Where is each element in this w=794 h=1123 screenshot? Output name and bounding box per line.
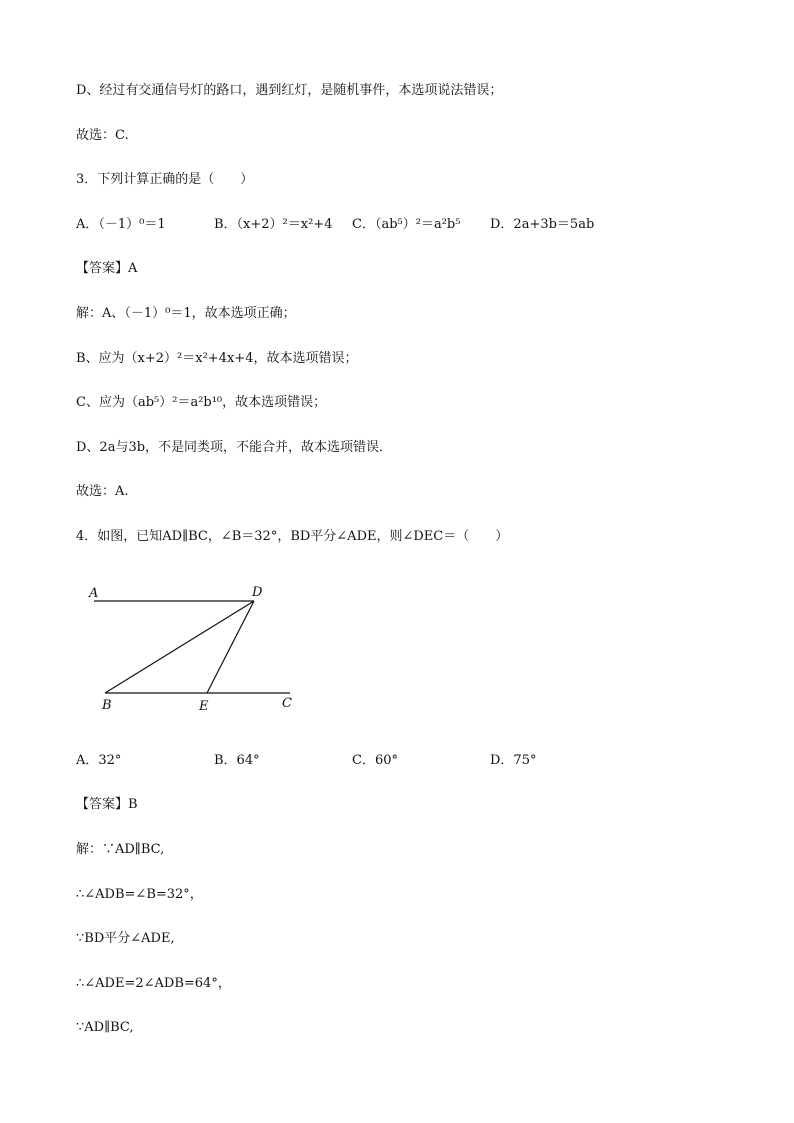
solution-4-line-5: ∵AD∥BC,	[76, 1020, 134, 1035]
q3-option-c: C．（ab⁵）²＝a²b⁵	[352, 217, 461, 232]
solution-3-line-1: 解：A、（－1）⁰＝1，故本选项正确；	[76, 306, 296, 321]
solution-4-line-2: ∴∠ADB=∠B=32°，	[76, 887, 203, 902]
segment-de	[207, 601, 254, 693]
label-c: C	[282, 696, 292, 711]
solution-3-choice: 故选：A.	[76, 484, 129, 499]
answer-3: 【答案】A	[76, 261, 138, 276]
q4-option-a: A．32°	[76, 753, 122, 768]
question-3: 3．下列计算正确的是（ ）	[76, 172, 254, 187]
option-d-explanation: D、经过有交通信号灯的路口，遇到红灯，是随机事件，本选项说法错误；	[76, 83, 503, 98]
solution-4-line-1: 解：∵AD∥BC,	[76, 842, 165, 857]
solution-3-line-3: C、应为（ab⁵）²＝a²b¹⁰，故本选项错误；	[76, 395, 327, 410]
segment-bd	[105, 601, 254, 693]
label-b: B	[102, 698, 112, 713]
answer-choice-line: 故选：C.	[76, 128, 129, 143]
q3-option-d: D．2a+3b＝5ab	[490, 217, 595, 232]
q3-option-b: B．（x+2）²＝x²+4	[214, 217, 333, 232]
geometry-diagram	[76, 578, 316, 718]
q3-option-a: A．（－1）⁰＝1	[76, 217, 166, 232]
label-d: D	[252, 585, 263, 600]
question-4: 4．如图，已知AD∥BC，∠B＝32°，BD平分∠ADE，则∠DEC＝（ ）	[76, 529, 509, 544]
solution-3-line-4: D、2a与3b，不是同类项，不能合并，故本选项错误．	[76, 440, 393, 455]
q4-option-c: C．60°	[352, 753, 398, 768]
solution-4-line-3: ∵BD平分∠ADE,	[76, 931, 175, 946]
solution-4-line-4: ∴∠ADE=2∠ADB=64°，	[76, 976, 231, 991]
label-a: A	[89, 586, 99, 601]
solution-3-line-2: B、应为（x+2）²＝x²+4x+4，故本选项错误；	[76, 351, 358, 366]
q4-option-d: D．75°	[490, 753, 537, 768]
q4-option-b: B．64°	[214, 753, 260, 768]
answer-4: 【答案】B	[76, 797, 138, 812]
label-e: E	[199, 699, 209, 714]
geometry-figure	[76, 578, 316, 718]
